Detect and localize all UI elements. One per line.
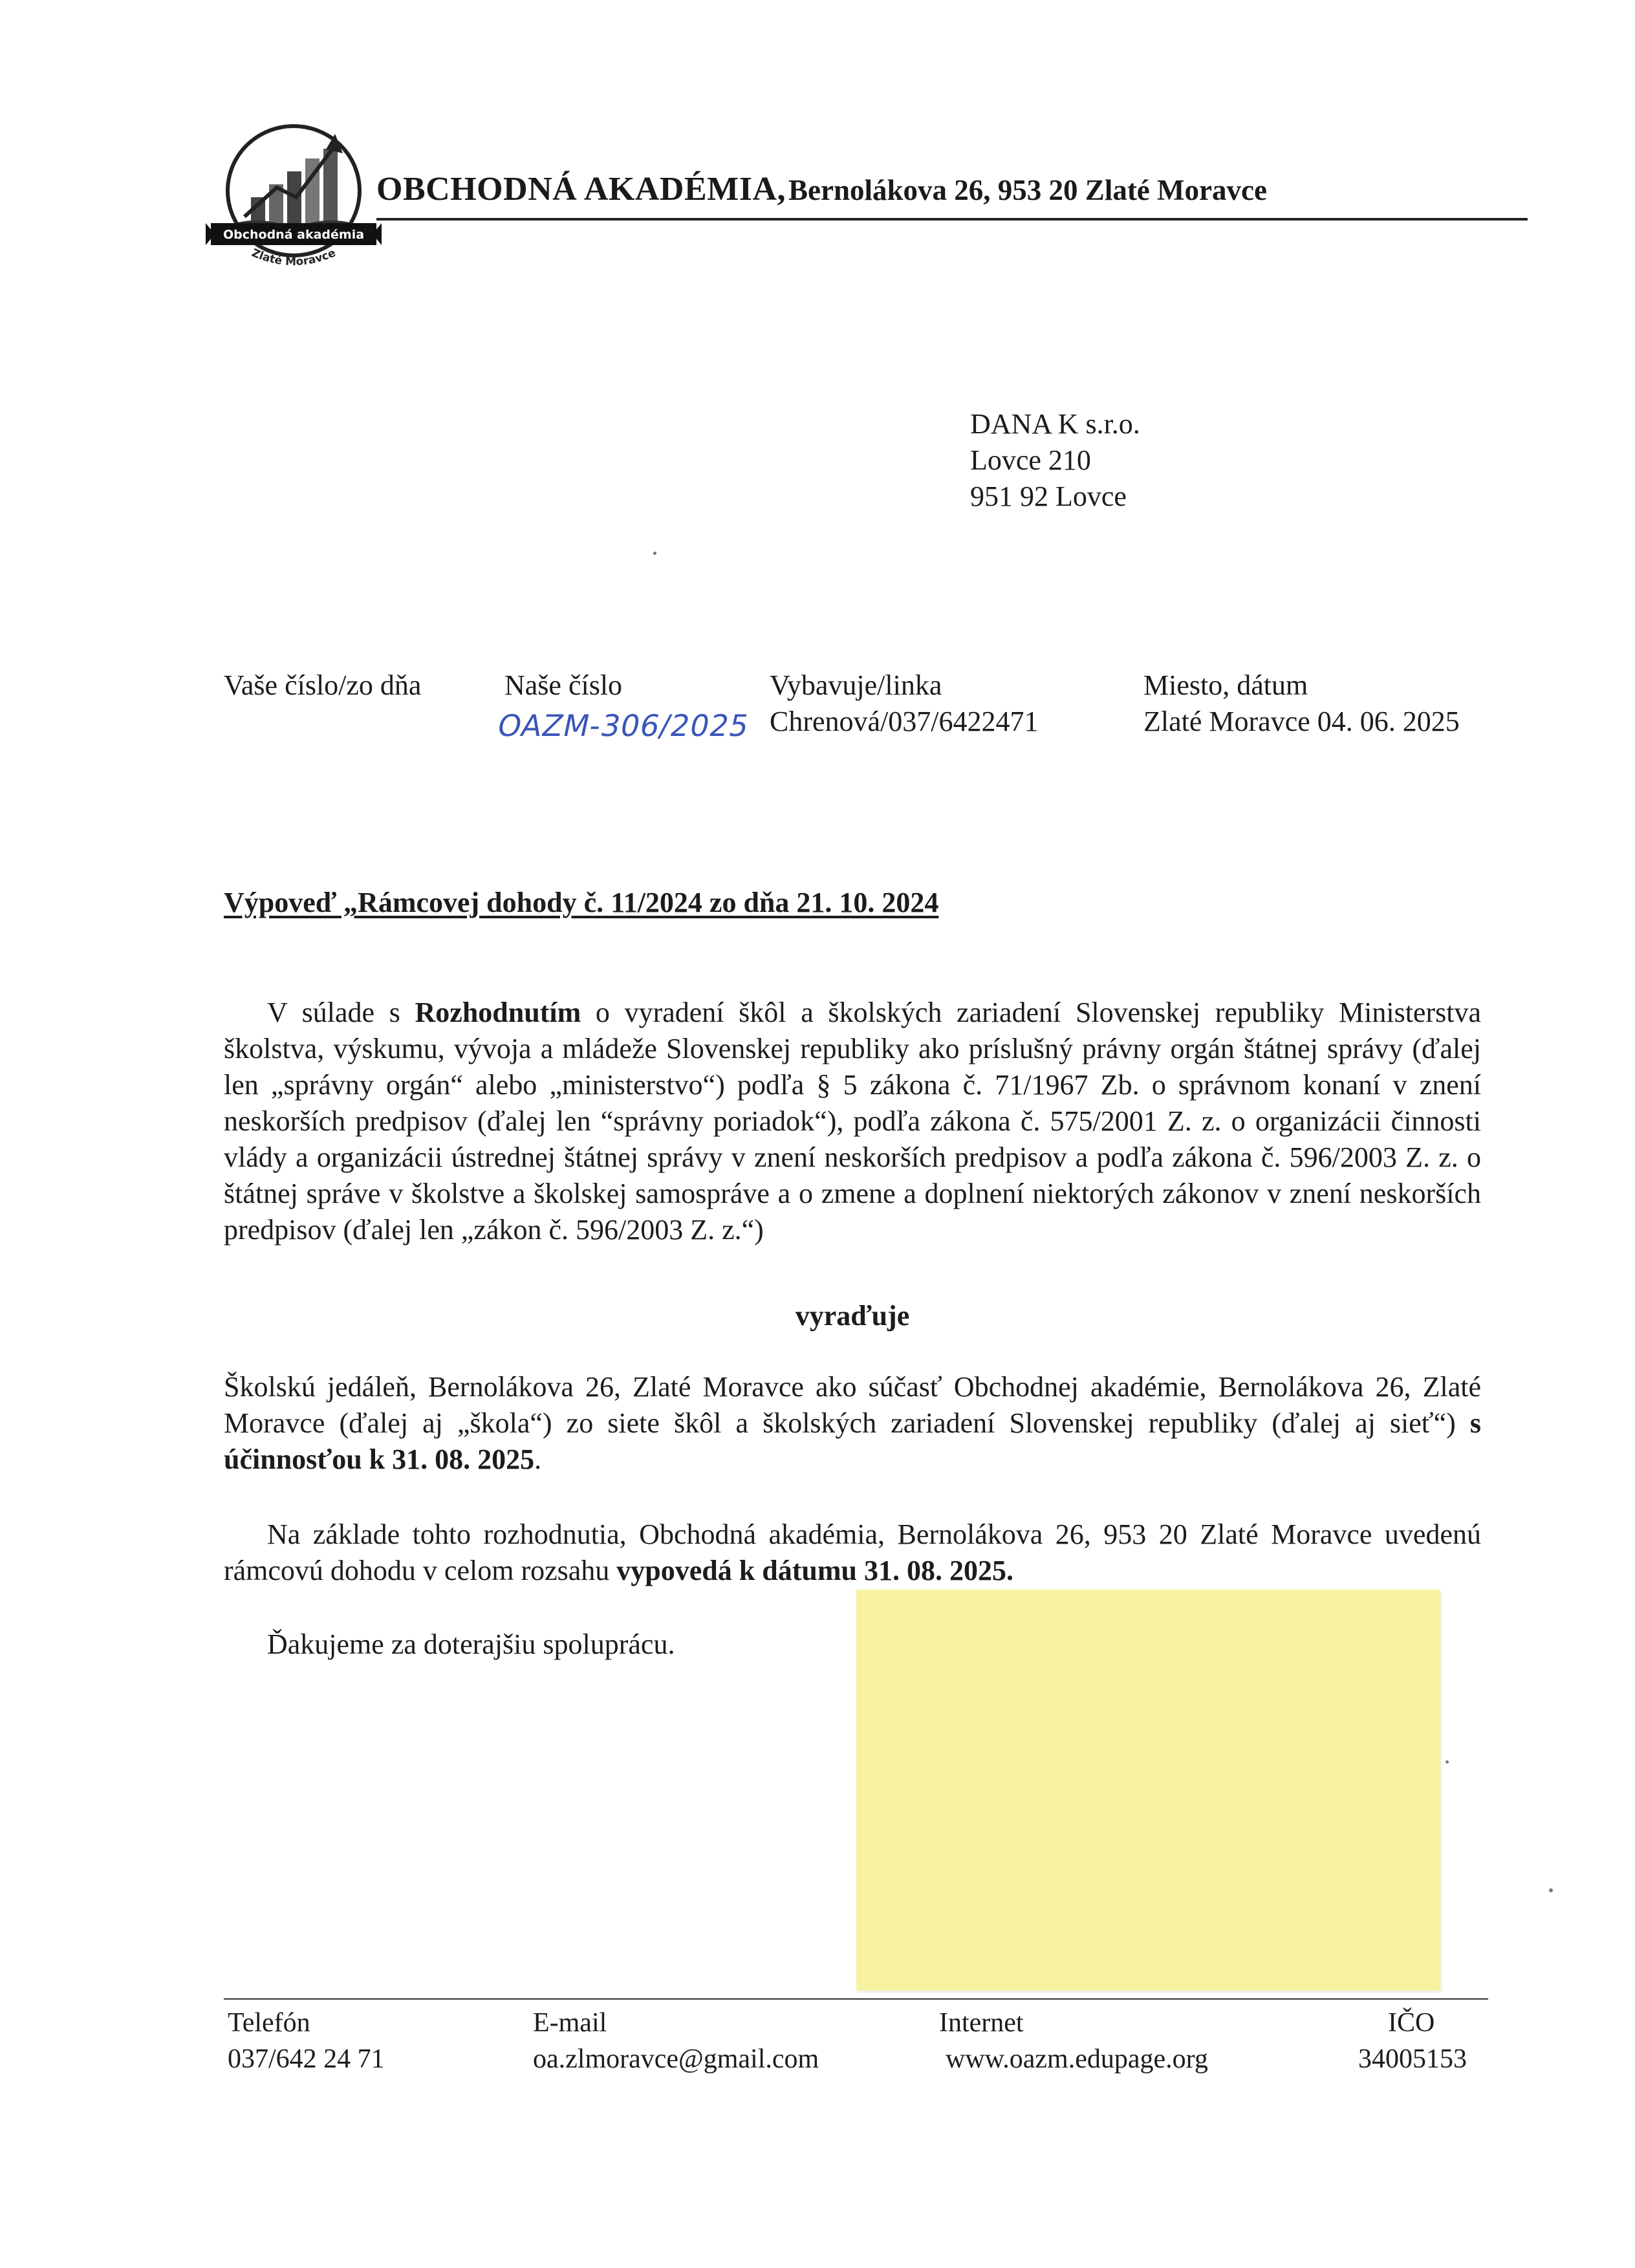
svg-text:Obchodná akadémia: Obchodná akadémia bbox=[222, 228, 365, 242]
organization-header bbox=[376, 170, 1267, 208]
your-ref-column bbox=[224, 667, 421, 704]
p2-bold: s účinnosťou k 31. 08. 2025 bbox=[224, 1407, 1481, 1475]
place-date-column bbox=[1143, 667, 1460, 740]
phone-label: Telefón bbox=[228, 2008, 310, 2038]
thanks-line: Ďakujeme za doterajšiu spoluprácu. bbox=[267, 1628, 675, 1660]
organization-address: Bernolákova 26, 953 20 Zlaté Moravce bbox=[788, 174, 1267, 206]
p1-bold: Rozhodnutím bbox=[415, 997, 581, 1028]
p2-text: Školskú jedáleň, Bernolákova 26, Zlaté Moravce ako súčasť Obchodnej akadémie, Bernolákova 26, Zlaté Moravce (ďalej aj „škola“) zo siete škôl a školských zariadení Slovenskej republiky (ďalej aj sieť“) bbox=[224, 1371, 1481, 1439]
handled-by-column bbox=[770, 667, 1039, 740]
p2-end: . bbox=[534, 1443, 542, 1475]
recipient-address bbox=[970, 406, 1140, 515]
place-date-value: Zlaté Moravce 04. 06. 2025 bbox=[1143, 706, 1460, 737]
ico-value: 34005153 bbox=[1358, 2044, 1467, 2074]
letter-subject: Výpoveď „Rámcovej dohody č. 11/2024 zo dňa 21. 10. 2024 bbox=[224, 887, 939, 918]
footer-ico bbox=[1358, 2005, 1467, 2077]
recipient-name: DANA K s.r.o. bbox=[970, 408, 1140, 440]
footer-phone bbox=[228, 2005, 385, 2077]
your-ref-label: Vaše číslo/zo dňa bbox=[224, 669, 422, 701]
p3-bold: vypovedá k dátumu 31. 08. 2025. bbox=[616, 1555, 1013, 1586]
body-paragraph-2 bbox=[224, 1369, 1481, 1478]
body-paragraph-1 bbox=[224, 995, 1481, 1248]
our-ref-handwritten: OAZM-306/2025 bbox=[494, 708, 753, 743]
our-ref-label: Naše číslo bbox=[504, 669, 623, 701]
header-divider bbox=[376, 218, 1528, 221]
sticky-note-redaction bbox=[856, 1590, 1440, 1991]
internet-label: Internet bbox=[939, 2008, 1024, 2038]
email-value: oa.zlmoravce@gmail.com bbox=[533, 2044, 819, 2074]
p1-start: V súlade s bbox=[267, 997, 415, 1028]
svg-text:Zlaté Moravce: Zlaté Moravce bbox=[250, 246, 338, 269]
p3-text: Na základe tohto rozhodnutia, Obchodná akadémia, Bernolákova 26, 953 20 Zlaté Moravce uvedenú rámcovú dohodu v celom rozsahu bbox=[224, 1518, 1481, 1586]
handled-by-value: Chrenová/037/6422471 bbox=[770, 706, 1039, 737]
internet-value: www.oazm.edupage.org bbox=[946, 2044, 1208, 2074]
ico-label: IČO bbox=[1388, 2008, 1435, 2038]
organization-name: OBCHODNÁ AKADÉMIA, bbox=[376, 171, 786, 208]
scan-speck bbox=[1549, 1888, 1553, 1892]
footer-internet bbox=[939, 2005, 1208, 2077]
recipient-street: Lovce 210 bbox=[970, 444, 1091, 476]
footer-email bbox=[533, 2005, 819, 2077]
footer-divider bbox=[224, 1998, 1488, 2000]
body-paragraph-3 bbox=[224, 1517, 1481, 1589]
scan-speck bbox=[653, 552, 656, 555]
email-label: E-mail bbox=[533, 2008, 607, 2038]
scan-speck bbox=[1446, 1760, 1449, 1764]
p1-rest: o vyradení škôl a školských zariadení Slovenskej republiky Ministerstva školstva, výskumu, vývoja a mládeže Slovenskej republiky ako príslušný právny orgán štátnej správy (ďalej len „správny orgán“ alebo „ministerstvo“) podľa § 5 zákona č. 71/1967 Zb. o správnom konaní v znení neskorších predpisov (ďalej len “správny poriadok“), podľa zákona č. 575/2001 Z. z. o organizácii činnosti vlády a organizácii ústrednej štátnej správy v znení neskorších predpisov a podľa zákona č. 596/2003 Z. z. o štátnej správe v školstve a školskej samospráve a o zmene a doplnení niektorých zákonov v znení neskorších predpisov (ďalej len „zákon č. 596/2003 Z. z.“) bbox=[224, 997, 1481, 1246]
decision-verb: vyraďuje bbox=[795, 1300, 910, 1332]
place-date-label: Miesto, dátum bbox=[1143, 669, 1308, 701]
school-logo bbox=[206, 120, 382, 278]
our-ref-column bbox=[494, 667, 753, 745]
phone-value: 037/642 24 71 bbox=[228, 2044, 385, 2074]
handled-by-label: Vybavuje/linka bbox=[770, 669, 942, 701]
recipient-city: 951 92 Lovce bbox=[970, 481, 1127, 512]
